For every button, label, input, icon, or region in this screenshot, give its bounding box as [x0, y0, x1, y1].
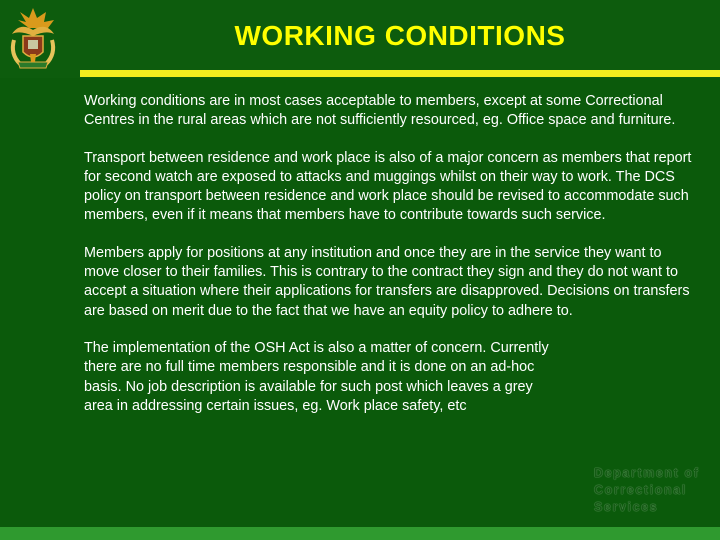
- slide-header: [0, 0, 720, 78]
- paragraph-osh-act: The implementation of the OSH Act is also a matter of concern. Currently there are no full time members responsible and it is done on an ad-hoc basis. No job description is available for such post which leaves a grey area in addressing certain issues, eg. Work place safety, etc: [84, 339, 549, 414]
- title-underline: [80, 70, 720, 77]
- department-line: Department of: [594, 466, 700, 480]
- slide-title: WORKING CONDITIONS: [234, 20, 566, 51]
- department-line: Services: [594, 500, 659, 514]
- slide-body: [84, 92, 694, 434]
- footer-band: [0, 527, 720, 540]
- paragraph-transport: Transport between residence and work place is also of a major concern as members that report for second watch are exposed to attacks and muggings whilst on their way to work. The DCS policy on transport between residence and work place should be revised to accommodate such members, even if it means that members have to contribute towards such service.: [84, 149, 692, 224]
- paragraph-working-conditions: Working conditions are in most cases acceptable to members, except at some Correctional Centres in the rural areas which are not sufficiently resourced, eg. Office space and furniture.: [84, 93, 676, 129]
- paragraph-transfers: Members apply for positions at any institution and once they are in the service they want to move closer to their families. This is contrary to the contract they sign and they do not want to accept a situation where their applications for transfers are disapproved. Decisions on transfers are based on merit due to the fact that we have an equity policy to adhere to.: [84, 244, 690, 319]
- coat-of-arms-icon: [6, 4, 60, 70]
- department-label: [594, 465, 720, 516]
- department-line: Correctional: [594, 483, 687, 497]
